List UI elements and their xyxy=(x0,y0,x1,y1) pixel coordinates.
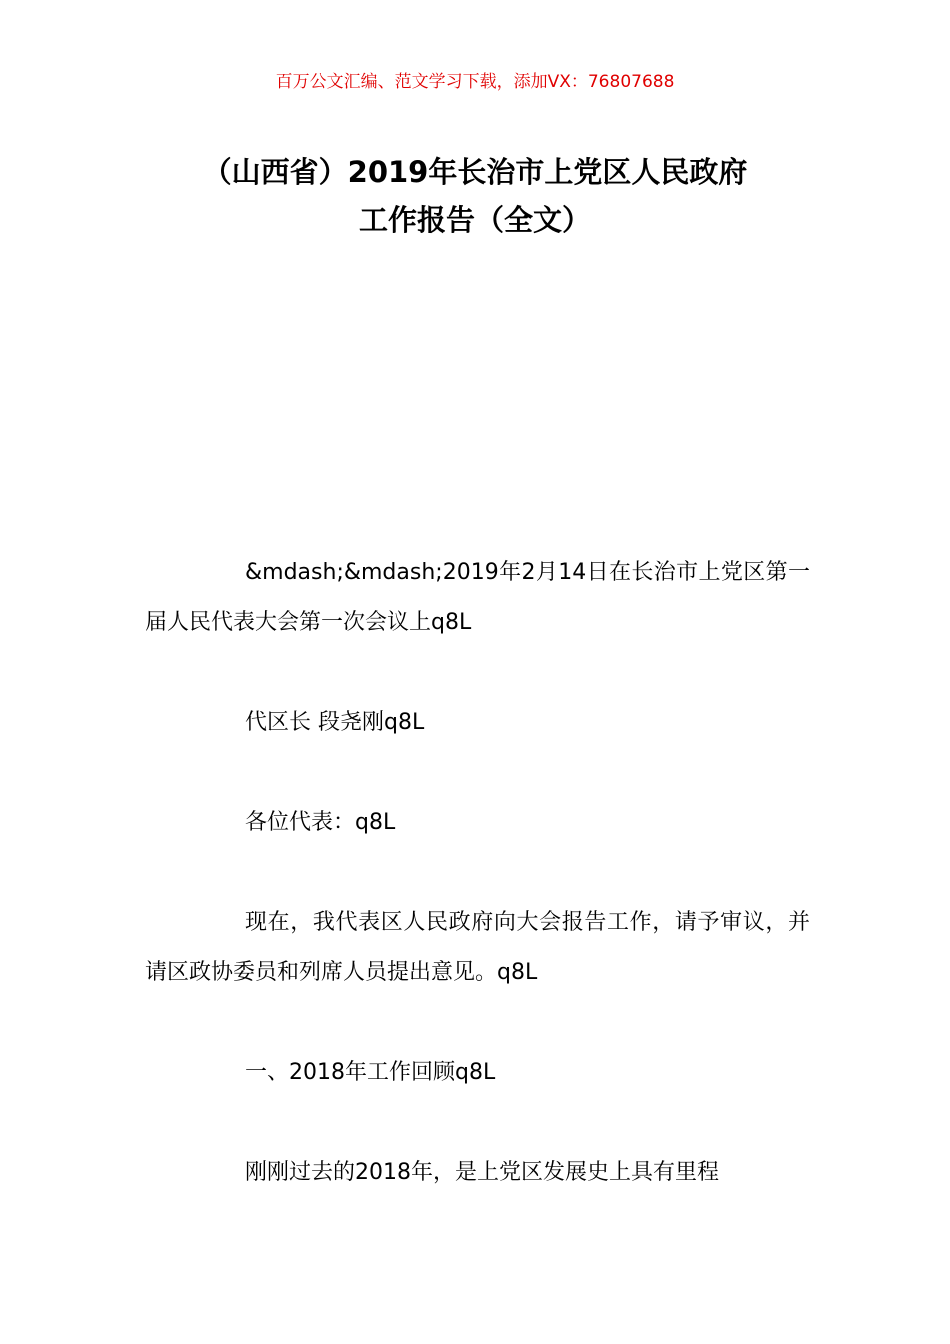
header-watermark-note: 百万公文汇编、范文学习下载，添加VX：76807688 xyxy=(275,72,675,92)
section-heading-review: 一、2018年工作回顾q8L xyxy=(245,1060,496,1085)
paragraph-intro: 现在，我代表区人民政府向大会报告工作，请予审议，并请区政协委员和列席人员提出意见。q8L xyxy=(145,910,810,985)
paragraph-salutation: 各位代表：q8L xyxy=(245,810,396,835)
paragraph-review-start: 刚刚过去的2018年，是上党区发展史上具有里程 xyxy=(245,1160,719,1185)
document-body xyxy=(145,548,810,1248)
document-title-line-2: 工作报告（全文） xyxy=(358,203,591,237)
paragraph-speaker: 代区长 段尧刚q8L xyxy=(245,710,425,735)
document-title-line-1: （山西省）2019年长治市上党区人民政府 xyxy=(202,155,748,189)
document-title xyxy=(120,148,830,244)
paragraph-meeting-info: &mdash;&mdash;2019年2月14日在长治市上党区第一届人民代表大会第一次会议上q8L xyxy=(145,560,810,635)
